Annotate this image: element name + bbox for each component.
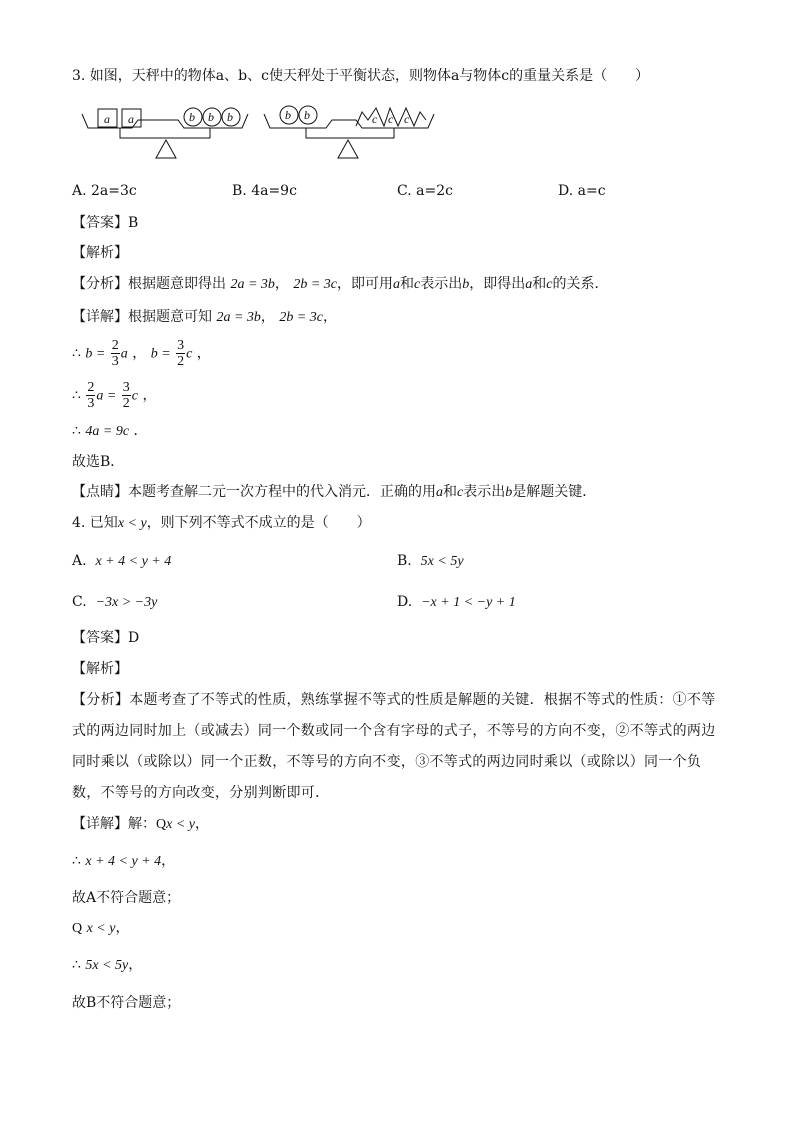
xiangjie-label: 【详解】	[72, 816, 128, 832]
therefore-symbol: ∴	[72, 423, 81, 439]
q4-condition: x < y	[166, 817, 195, 832]
step1-end: ，	[196, 345, 211, 362]
step1-lhs2: b =	[150, 346, 171, 362]
option-letter: A.	[72, 553, 87, 569]
xiangjie-text: 解：	[128, 816, 156, 832]
q3-stem: 3. 如图，天秤中的物体a、b、c使天秤处于平衡状态，则物体a与物体c的重量关系是（ ）	[72, 68, 650, 84]
fenxi-text: 根据题意即得出	[128, 276, 226, 292]
fenxi-text: 本题考查了不等式的性质，熟练掌握不等式的性质是解题的关键．根据不等式的性质：①不等式的两边同时加上（或减去）同一个数或同一个含有字母的式子，不等号的方向不变，②不等式的两边同时乘以（或除以）同一个正数，不等号的方向不变，③不等式的两边同时乘以（或除以）同一个负数，不等号的方向改变，分别判断即可．	[72, 692, 716, 801]
q4-xiangjie	[72, 814, 209, 835]
q4-option-c	[72, 592, 157, 613]
step1-var1: a	[120, 346, 128, 362]
step2-var1: a =	[96, 388, 117, 404]
fraction-2-3	[111, 338, 120, 369]
scale1-right-b1: b	[189, 110, 195, 124]
scale1-left-a1: a	[104, 112, 110, 126]
option-letter: B.	[397, 553, 412, 569]
therefore-symbol: ∴	[72, 853, 81, 869]
fraction-numerator: 3	[122, 380, 130, 395]
dianjing-text-2: 表示出	[463, 484, 506, 500]
fraction-denominator: 2	[177, 354, 185, 369]
q4-answer: 【答案】D	[72, 630, 140, 646]
xiangjie-label: 【详解】	[72, 309, 128, 325]
q4-condition: x < y	[117, 516, 147, 531]
fraction-numerator: 3	[177, 338, 185, 353]
fraction-2-3	[86, 380, 95, 411]
fraction-3-2	[122, 380, 131, 411]
xiangjie-eq2: 2b = 3c	[279, 310, 324, 325]
var-c: c	[457, 485, 464, 500]
therefore-symbol: ∴	[72, 387, 81, 404]
q4-stem	[72, 513, 371, 534]
q3-option-c: C. a=2c	[397, 183, 453, 199]
q3-step-1	[72, 338, 211, 370]
scale2-right-c3: c	[404, 112, 410, 126]
q4-because-2	[72, 918, 129, 939]
fenxi-label: 【分析】	[72, 692, 130, 708]
fenxi-text-5: 的关系．	[552, 276, 609, 292]
xiangjie-eq1: 2a = 3b	[216, 310, 261, 325]
fenxi-eq2: 2b = 3c	[293, 277, 338, 292]
line-a-expr: x + 4 < y + 4	[85, 854, 162, 869]
fenxi-eq1: 2a = 3b	[230, 277, 275, 292]
because-symbol: Q	[156, 817, 167, 832]
fraction-numerator: 2	[111, 338, 119, 353]
scale2-left-b2: b	[304, 108, 310, 122]
q3-option-a: A. 2a=3c	[72, 183, 137, 199]
var-b: b	[505, 485, 513, 500]
q4-line-a	[72, 851, 175, 872]
fenxi-text-3: 表示出	[420, 276, 463, 292]
q3-fenxi	[72, 274, 608, 295]
fenxi-text-4: ，即得出	[469, 276, 526, 292]
fraction-denominator: 2	[122, 396, 130, 411]
xiangjie-end: ，	[323, 309, 338, 325]
step3-eq: 4a = 9c	[85, 424, 130, 439]
option-letter: D.	[397, 594, 413, 610]
fraction-3-2	[176, 338, 185, 369]
xiangjie-text: 根据题意可知	[128, 309, 212, 325]
q3-option-b: B. 4a=9c	[232, 183, 297, 199]
balance-figure	[76, 100, 446, 162]
fenxi-sep: ，	[274, 276, 289, 292]
scale2-right-c1: c	[372, 112, 378, 126]
q3-analysis-title: 【解析】	[72, 245, 128, 261]
step1-sep: ，	[132, 345, 147, 362]
scale2-right-c2: c	[388, 112, 394, 126]
q4-option-a	[72, 551, 171, 572]
end-mark: ，	[195, 816, 209, 832]
step3-end: ．	[133, 423, 148, 439]
q4-condition: x < y	[86, 921, 116, 936]
var-b: b	[462, 277, 470, 292]
fenxi-he-2: 和	[532, 276, 547, 292]
dianjing-text-3: 是解题关键．	[512, 484, 597, 500]
q4-conclusion-b: 故B不符合题意；	[72, 995, 181, 1011]
because-symbol: Q	[72, 921, 83, 936]
end-mark: ，	[115, 920, 130, 936]
dianjing-label: 【点睛】	[72, 484, 128, 500]
scale1-left-a2: a	[128, 112, 134, 126]
var-a: a	[436, 485, 443, 500]
q3-step-3	[72, 421, 148, 442]
step2-var2: c	[131, 388, 138, 404]
scale1-right-b3: b	[227, 110, 233, 124]
fraction-denominator: 3	[111, 354, 119, 369]
step2-end: ，	[142, 387, 157, 404]
option-expr: x + 4 < y + 4	[95, 554, 172, 569]
end-mark: ，	[161, 853, 176, 869]
fraction-numerator: 2	[87, 380, 95, 395]
q3-step-2	[72, 380, 156, 412]
option-expr: 5x < 5y	[420, 554, 464, 569]
q4-line-b	[72, 955, 142, 976]
option-expr: −3x > −3y	[95, 595, 158, 610]
step1-lhs: b =	[85, 346, 106, 362]
dianjing-he: 和	[443, 484, 457, 500]
scale2-left-b1: b	[285, 108, 291, 122]
q4-option-d	[397, 592, 516, 613]
option-expr: −x + 1 < −y + 1	[421, 595, 516, 610]
therefore-symbol: ∴	[72, 345, 81, 362]
var-c-2: c	[546, 277, 553, 292]
q4-fenxi	[72, 685, 722, 809]
dianjing-text: 本题考查解二元一次方程中的代入消元．正确的用	[128, 484, 436, 500]
fenxi-label: 【分析】	[72, 276, 128, 292]
end-mark: ，	[128, 957, 143, 973]
q3-conclusion: 故选B．	[72, 454, 125, 470]
step1-var2: c	[186, 346, 193, 362]
option-letter: C.	[72, 594, 87, 610]
xiangjie-sep: ，	[260, 309, 275, 325]
line-b-expr: 5x < 5y	[85, 958, 129, 973]
q3-answer: 【答案】B	[72, 215, 139, 231]
var-a: a	[393, 277, 401, 292]
q3-option-d: D. a=c	[558, 183, 606, 199]
q4-analysis-title: 【解析】	[72, 661, 128, 677]
q4-conclusion-a: 故A不符合题意；	[72, 890, 181, 906]
q3-xiangjie	[72, 307, 337, 328]
q3-dianjing	[72, 482, 596, 503]
therefore-symbol: ∴	[72, 957, 81, 973]
q4-stem-text-2: ，则下列不等式不成立的是（ ）	[146, 515, 371, 531]
fenxi-he: 和	[400, 276, 415, 292]
var-a-2: a	[525, 277, 533, 292]
scale1-right-b2: b	[208, 110, 214, 124]
q4-stem-text: 4. 已知	[72, 515, 118, 531]
fenxi-text-2: ，即可用	[337, 276, 394, 292]
fraction-denominator: 3	[87, 396, 95, 411]
var-c: c	[414, 277, 421, 292]
q4-option-b	[397, 551, 464, 572]
